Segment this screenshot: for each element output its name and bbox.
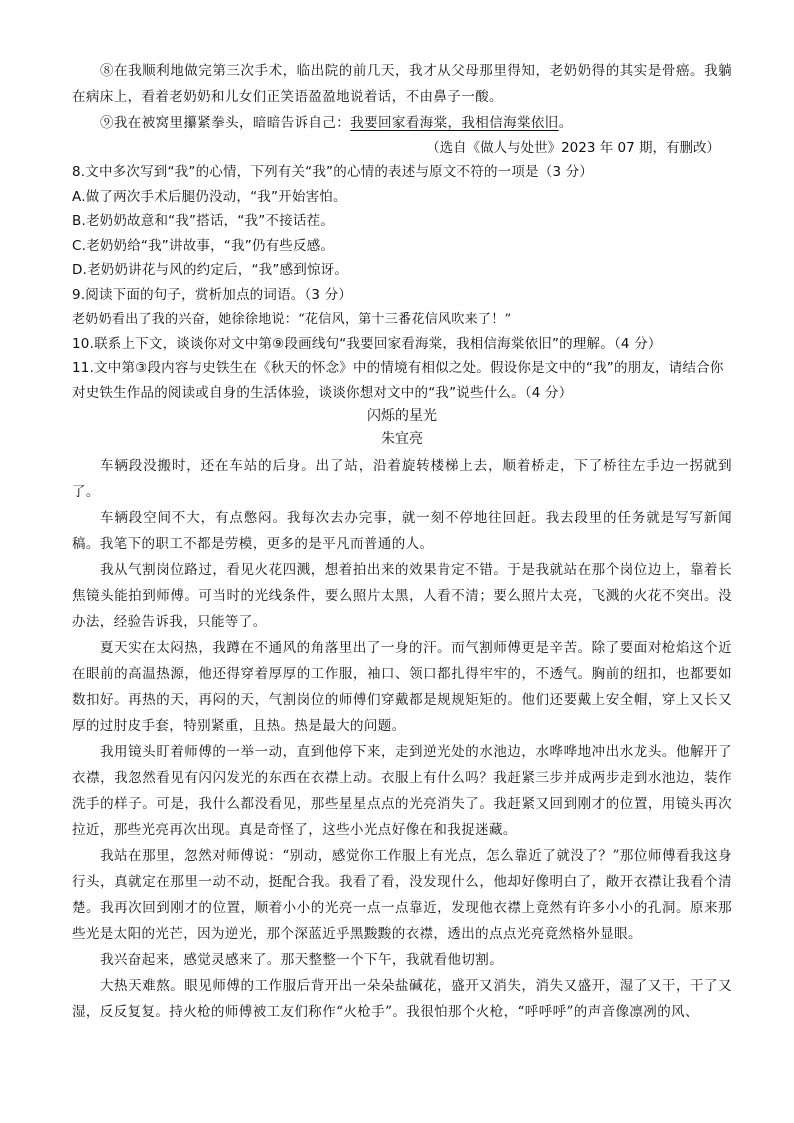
question-11: 11.文中第③段内容与史铁生在《秋天的怀念》中的情境有相似之处。假设你是文中的“我”的朋友，请结合你对史铁生作品的阅读或自身的生活体验，谈谈你想对文中的“我”说些什么。（4 分）: [72, 360, 724, 401]
question-8-option-a: A.做了两次手术后腿仍没动，“我”开始害怕。: [72, 188, 347, 205]
paragraph-9-suffix: 。: [558, 115, 573, 131]
document-page: [72, 58, 732, 1025]
article-paragraph: 车辆段没搬时，还在车站的后身。出了站，沿着旋转楼梯上去，顺着桥走，下了桥往左手边一拐就到了。: [72, 458, 732, 501]
article-paragraph: 我站在那里，忽然对师傅说：“别动，感觉你工作服上有光点，怎么靠近了就没了？”那位师傅看我这身行头，真就定在那里一动不动，挺配合我。我看了看，没发现什么，他却好像明白了，敞开衣襟让我看个清楚。我再次回到刚才的位置，顺着小小的光亮一点一点靠近，发现他衣襟上竟然有许多小小的孔洞。原来那些光是太阳的光芒，因为逆光，那个深蓝近乎黑黢黢的衣襟，透出的点点光亮竟然格外显眼。: [72, 848, 732, 943]
story-paragraph-9: [72, 110, 732, 136]
story-paragraph-8: ⑧在我顺利地做完第三次手术，临出院的前几天，我才从父母那里得知，老奶奶得的其实是骨癌。我躺在病床上，看着老奶奶和儿女们正笑语盈盈地说着话，不由鼻子一酸。: [72, 63, 732, 105]
question-10: 10.联系上下文，谈谈你对文中第⑨段画线句“我要回家看海棠，我相信海棠依旧”的理解。（4 分）: [72, 335, 662, 352]
question-9: 9.阅读下面的句子，赏析加点的词语。（3 分）: [72, 286, 353, 303]
question-8-option-d: D.老奶奶讲花与风的约定后，“我”感到惊讶。: [72, 262, 349, 279]
article-paragraph: 我兴奋起来，感觉灵感来了。那天整整一个下午，我就看他切割。: [100, 952, 504, 969]
question-8-option-b: B.老奶奶故意和“我”搭话，“我”不接话茬。: [72, 213, 334, 230]
article-title: 闪烁的星光: [367, 408, 437, 425]
question-9-quote: 老奶奶看出了我的兴奋，她徐徐地说：“花信风，第十三番花信风吹来了！”: [72, 311, 512, 327]
article-paragraph: 夏天实在太闷热，我蹲在不通风的角落里出了一身的汗。而气割师傅更是辛苦。除了要面对枪焰这个近在眼前的高温热源，他还得穿着厚厚的工作服，袖口、领口都扎得牢牢的，不透气。胸前的纽扣，也都要如数扣好。再热的天，再闷的天，气割岗位的师傅们穿戴都是规规矩矩的。他们还要戴上安全帽，穿上又长又厚的过肘皮手套，特别紧重，且热。热是最大的问题。: [72, 640, 732, 735]
source-citation: （选自《做人与处世》2023 年 07 期，有删改）: [426, 140, 720, 156]
question-8: 8.文中多次写到“我”的心情，下列有关“我”的心情的表述与原文不符的一项是（3 分）: [72, 164, 594, 180]
article-paragraph: 大热天难熬。眼见师傅的工作服后背开出一朵朵盐碱花，盛开又消失，消失又盛开，湿了又干，干了又湿，反反复复。持火枪的师傅被工友们称作“火枪手”。我很怕那个火枪，“呼呼呼”的声音像凛冽的风、: [72, 978, 732, 1021]
underlined-sentence: 我要回家看海棠，我相信海棠依旧: [350, 115, 559, 131]
question-8-option-c: C.老奶奶给“我”讲故事，“我”仍有些反感。: [72, 237, 335, 254]
article-paragraph: 我用镜头盯着师傅的一举一动，直到他停下来，走到逆光处的水池边，水哗哗地冲出水龙头。他解开了衣襟，我忽然看见有闪闪发光的东西在衣襟上动。衣服上有什么吗？我赶紧三步并成两步走到水池边，装作洗手的样子。可是，我什么都没看见，那些星星点点的光亮消失了。我赶紧又回到刚才的位置，用镜头再次拉近，那些光亮再次出现。真是奇怪了，这些小光点好像在和我捉迷藏。: [72, 744, 732, 839]
article-paragraph: 我从气割岗位路过，看见火花四溅，想着拍出来的效果肯定不错。于是我就站在那个岗位边上，靠着长焦镜头能拍到师傅。可当时的光线条件，要么照片太黑，人看不清；要么照片太亮，飞溅的火花不突出。没办法，经验告诉我，只能等了。: [72, 562, 732, 631]
paragraph-9-prefix: ⑨我在被窝里攥紧拳头，暗暗告诉自己：: [100, 115, 351, 131]
article-paragraph: 车辆段空间不大，有点憋闷。我每次去办完事，就一刻不停地往回赶。我去段里的任务就是写写新闻稿。我笔下的职工不都是劳模，更多的是平凡而普通的人。: [72, 510, 732, 553]
article-author: 朱宜亮: [381, 431, 423, 448]
